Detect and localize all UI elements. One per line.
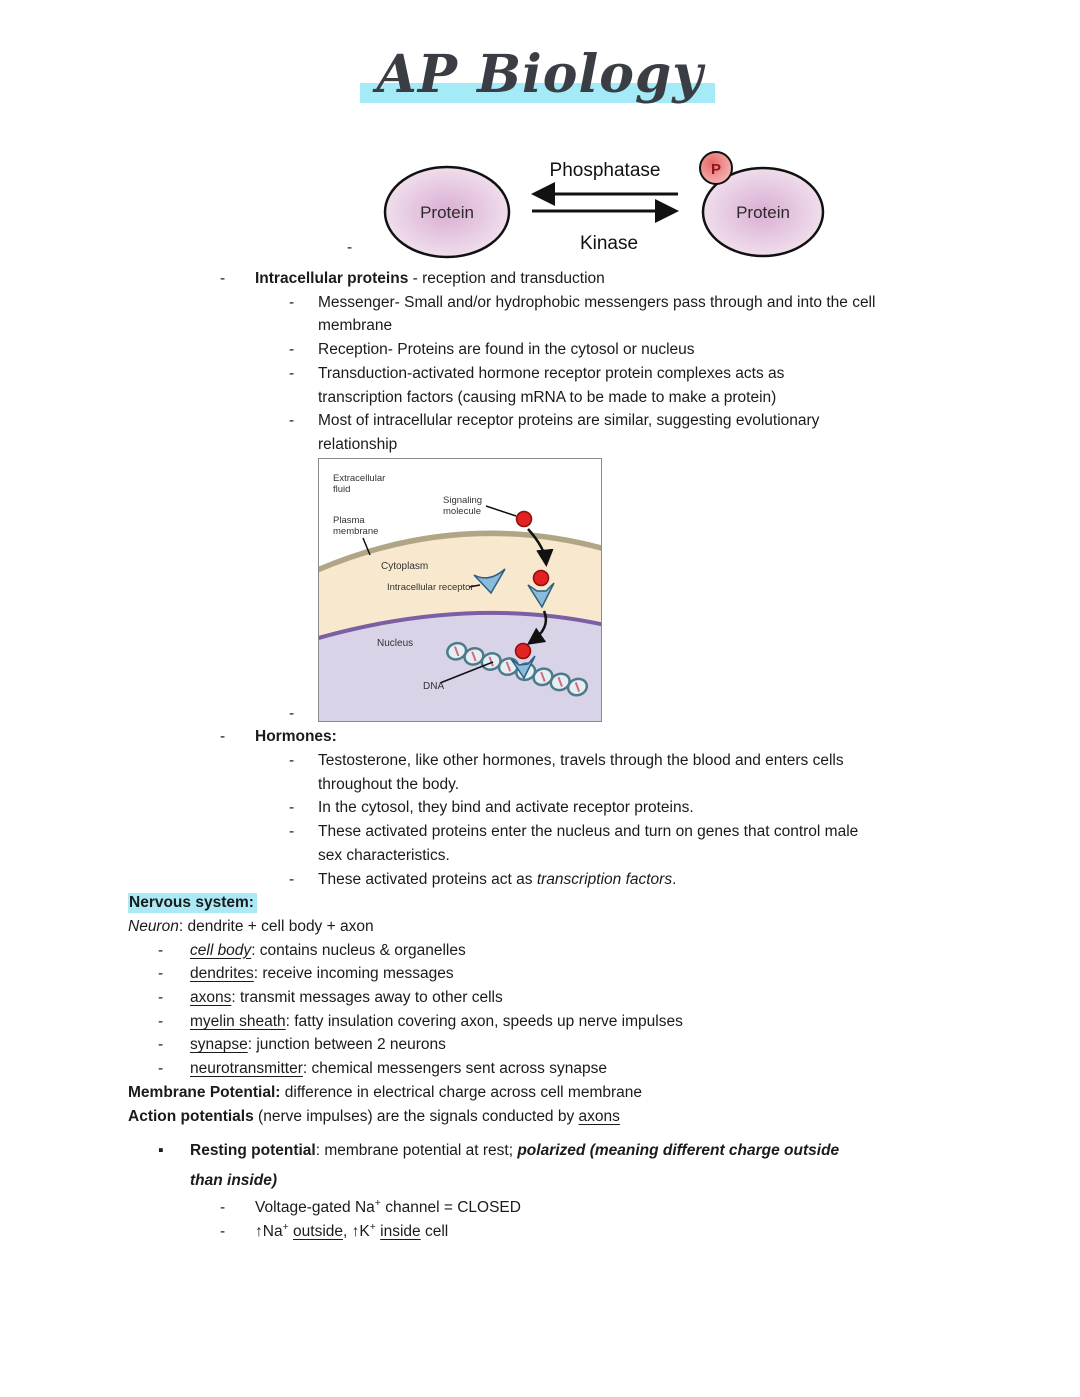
note-text: axons: transmit messages away to other cells [190, 989, 503, 1007]
bullet-marker: - [158, 989, 164, 1007]
bullet-marker: - [289, 412, 295, 430]
bullet-marker: - [289, 364, 295, 382]
note-line [128, 362, 980, 386]
bullet-marker: - [289, 341, 295, 359]
extracellular-label-2: fluid [333, 483, 351, 495]
note-line [128, 986, 980, 1010]
note-line [128, 820, 980, 844]
note-text: In the cytosol, they bind and activate receptor proteins. [318, 799, 694, 817]
title-block [0, 0, 1080, 267]
note-text: membrane [318, 317, 393, 335]
note-line [128, 702, 980, 726]
signaling-label-2: molecule [443, 505, 482, 517]
note-line [128, 314, 980, 338]
cytoplasm-label: Cytoplasm [381, 560, 429, 572]
note-text: sex characteristics. [318, 846, 450, 864]
signaling-molecule-nucleus [516, 643, 531, 658]
note-text: dendrites: receive incoming messages [190, 965, 454, 983]
note-line [128, 939, 980, 963]
note-line [128, 796, 980, 820]
note-line [128, 749, 980, 773]
signaling-molecule-free [517, 511, 532, 526]
note-text: throughout the body. [318, 775, 460, 793]
protein-phosphorylation-diagram [375, 148, 835, 266]
plasma-label-1: Plasma [333, 514, 365, 526]
note-line [128, 1166, 980, 1196]
note-text: Membrane Potential: difference in electrical charge across cell membrane [128, 1083, 643, 1101]
note-line [128, 386, 980, 410]
signaling-pointer-line [486, 506, 516, 516]
cell-signaling-diagram [319, 459, 601, 721]
note-text: synapse: junction between 2 neurons [190, 1036, 446, 1054]
bullet-marker: - [289, 823, 295, 841]
note-line [128, 1010, 980, 1034]
note-text: Messenger- Small and/or hydrophobic messengers pass through and into the cell [318, 293, 876, 311]
note-line [128, 844, 980, 868]
bullet-marker: ▪ [158, 1142, 164, 1160]
bullet-marker: - [220, 1222, 226, 1240]
dna-label: DNA [423, 680, 445, 692]
stray-bullet-dash: - [347, 239, 353, 256]
intracellular-receptor-figure [318, 458, 602, 722]
note-text: Transduction-activated hormone receptor protein complexes acts as [318, 364, 785, 382]
bullet-marker: - [289, 293, 295, 311]
note-text: transcription factors (causing mRNA to be made to make a protein) [318, 388, 777, 406]
bullet-marker: - [220, 728, 226, 746]
note-text: Hormones: [255, 728, 337, 746]
bullet-marker: - [220, 1199, 226, 1217]
bullet-marker: - [289, 704, 295, 722]
kinase-label: Kinase [579, 233, 639, 254]
note-line [128, 962, 980, 986]
signaling-molecule-bound [534, 570, 549, 585]
note-text: These activated proteins enter the nucleus and turn on genes that control male [318, 823, 859, 841]
note-text: than inside) [190, 1172, 277, 1190]
note-line [128, 1136, 980, 1166]
notes-before-image [128, 267, 980, 457]
phosphatase-label: Phosphatase [549, 160, 661, 181]
note-text: Most of intracellular receptor proteins are similar, suggesting evolutionary [318, 412, 820, 430]
note-line [128, 409, 980, 433]
note-line [128, 338, 980, 362]
note-line [128, 1033, 980, 1057]
note-text: neurotransmitter: chemical messengers sent across synapse [190, 1060, 607, 1078]
note-text: Intracellular proteins - reception and transduction [255, 270, 605, 287]
note-text: Reception- Proteins are found in the cytosol or nucleus [318, 341, 695, 359]
note-line [128, 725, 980, 749]
bullet-marker: - [158, 941, 164, 959]
bullet-marker: - [158, 1012, 164, 1030]
bullet-marker: - [158, 1036, 164, 1054]
note-line [128, 915, 980, 939]
note-text: myelin sheath: fatty insulation covering axon, speeds up nerve impulses [190, 1012, 683, 1030]
plasma-label-2: membrane [333, 525, 379, 537]
note-line [128, 291, 980, 315]
note-line [128, 773, 980, 797]
bullet-marker: - [158, 965, 164, 983]
right-protein-label: Protein [736, 203, 790, 222]
bullet-marker: - [289, 870, 295, 888]
note-line [128, 267, 980, 291]
notes-after-image [128, 702, 980, 1244]
note-text: relationship [318, 435, 398, 453]
note-line [128, 891, 980, 915]
note-text: Voltage-gated Na+ channel = CLOSED [255, 1197, 521, 1217]
note-line [128, 1105, 980, 1129]
note-text: ↑Na+ outside, ↑K+ inside cell [255, 1220, 449, 1240]
note-text: Testosterone, like other hormones, travels through the blood and enters cells [318, 752, 844, 770]
note-line [128, 868, 980, 892]
extracellular-label-1: Extracellular [333, 472, 386, 484]
note-text: Nervous system: [128, 893, 257, 913]
note-line [128, 1081, 980, 1105]
note-line [128, 1196, 980, 1220]
left-protein-label: Protein [420, 203, 474, 222]
note-text: Neuron: dendrite + cell body + axon [128, 917, 374, 935]
note-text: Resting potential: membrane potential at rest; polarized (meaning different charge outside [190, 1142, 840, 1160]
note-text: Action potentials (nerve impulses) are the signals conducted by axons [128, 1107, 620, 1125]
notes-content [128, 267, 980, 1244]
bullet-marker: - [220, 270, 226, 287]
bullet-marker: - [289, 752, 295, 770]
nucleus-label: Nucleus [377, 637, 414, 649]
note-text: cell body: contains nucleus & organelles [190, 941, 466, 959]
bullet-marker: - [289, 799, 295, 817]
phosphate-label: P [710, 161, 722, 178]
note-text: These activated proteins act as transcription factors. [318, 870, 677, 888]
note-line [128, 1057, 980, 1081]
bullet-marker: - [158, 1060, 164, 1078]
page-title: AP Biology [376, 44, 704, 105]
signaling-label-1: Signaling [443, 494, 483, 506]
note-line [128, 1220, 980, 1244]
note-line [128, 433, 980, 457]
intracellular-receptor-label: Intracellular receptor [387, 581, 474, 593]
